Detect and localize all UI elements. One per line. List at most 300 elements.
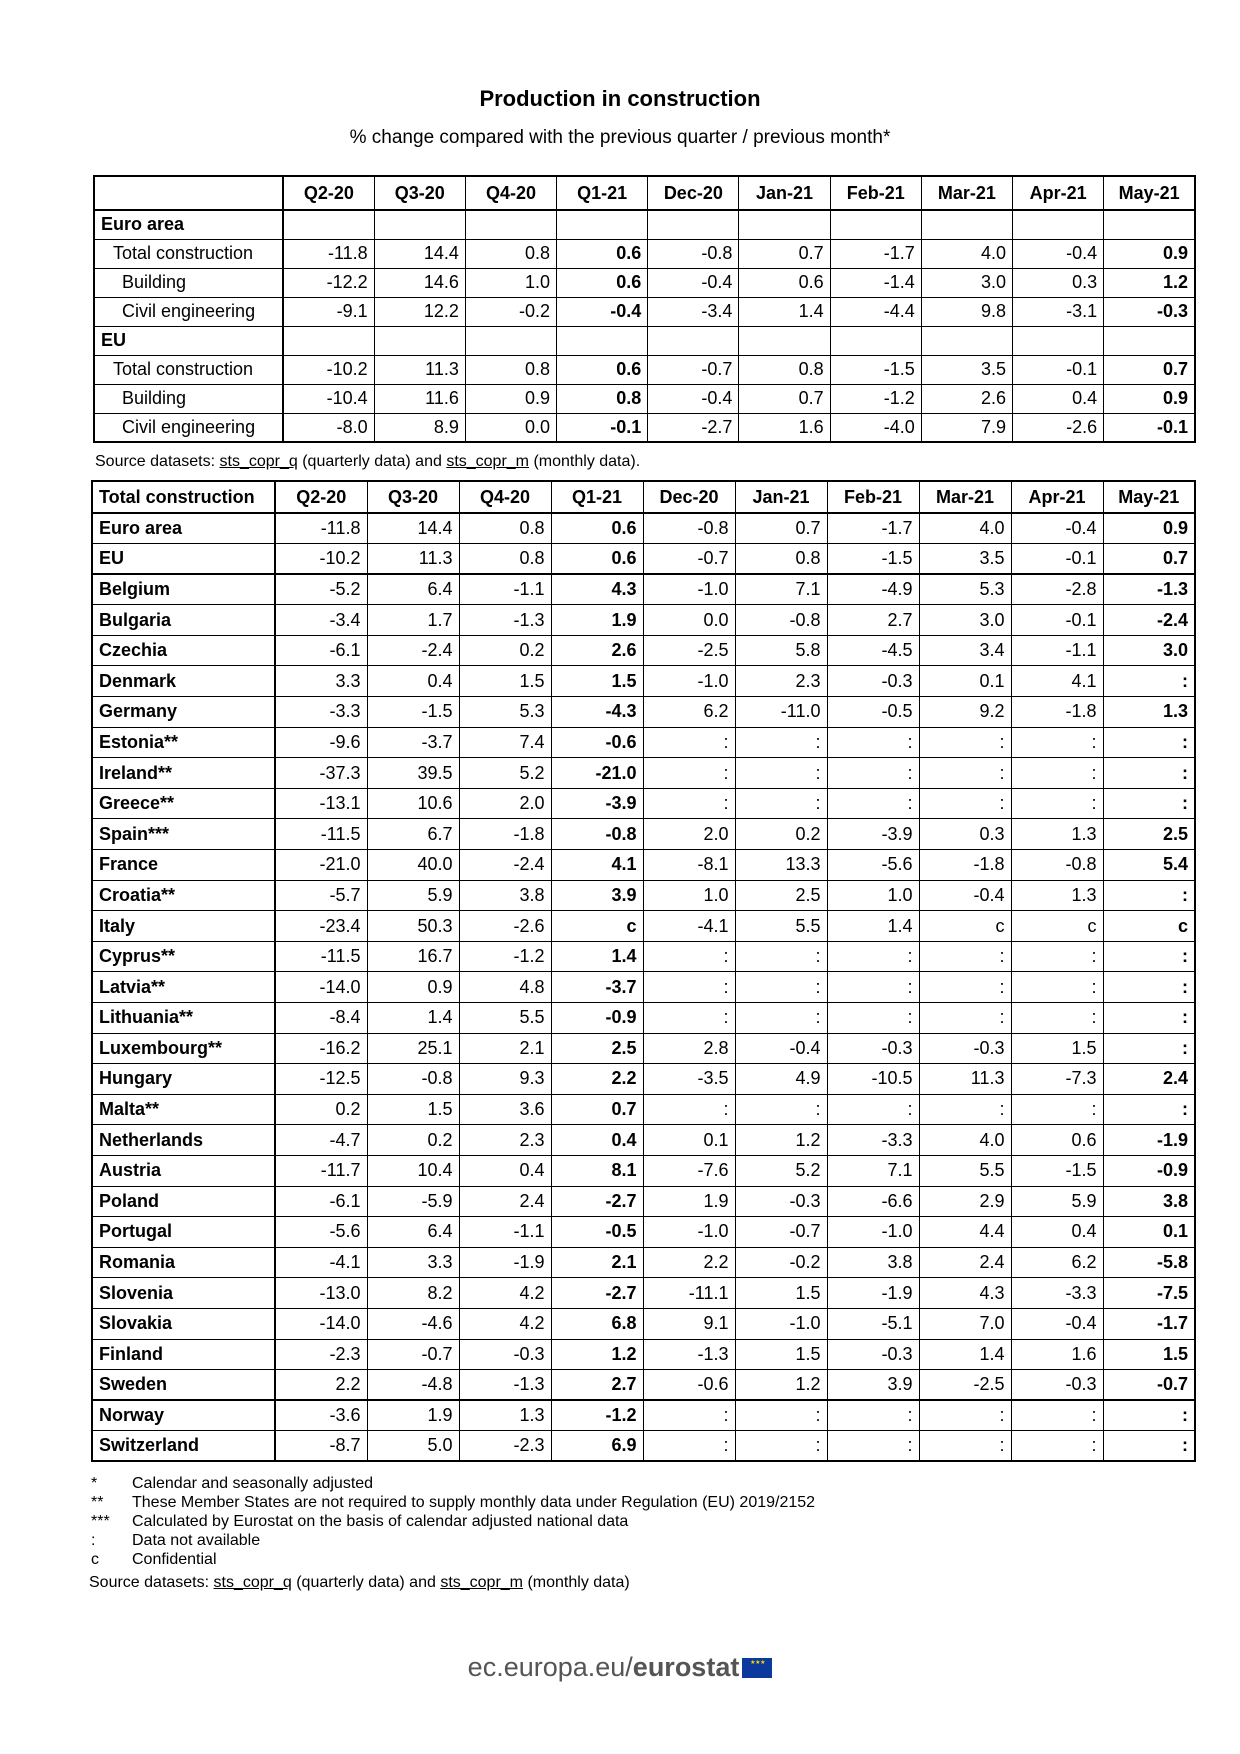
- value-cell: -5.9: [367, 1186, 459, 1217]
- value-cell: :: [1103, 666, 1195, 697]
- table-row: [92, 1094, 1195, 1125]
- value-cell: [557, 326, 648, 355]
- value-cell: [830, 326, 921, 355]
- value-cell: :: [919, 758, 1011, 789]
- value-cell: -3.7: [367, 727, 459, 758]
- country-label: Greece**: [92, 788, 275, 819]
- table-row: [92, 1247, 1195, 1278]
- value-cell: 3.4: [919, 635, 1011, 666]
- value-cell: -1.7: [1103, 1308, 1195, 1339]
- value-cell: 3.0: [1103, 635, 1195, 666]
- source-link-quarterly[interactable]: sts_copr_q: [213, 1574, 292, 1591]
- value-cell: :: [643, 1003, 735, 1034]
- source-suffix: (monthly data): [523, 1574, 630, 1591]
- source-prefix: Source datasets:: [95, 453, 220, 470]
- country-label: Estonia**: [92, 727, 275, 758]
- value-cell: -3.3: [1011, 1278, 1103, 1309]
- value-cell: 2.1: [551, 1247, 643, 1278]
- column-header: Q2-20: [275, 481, 367, 513]
- value-cell: 4.8: [459, 972, 551, 1003]
- value-cell: -1.5: [367, 697, 459, 728]
- value-cell: 2.6: [551, 635, 643, 666]
- value-cell: 1.5: [1103, 1339, 1195, 1370]
- column-header: Apr-21: [1013, 176, 1104, 210]
- column-header: Q2-20: [283, 176, 374, 210]
- value-cell: -11.7: [275, 1155, 367, 1186]
- column-header: Mar-21: [919, 481, 1011, 513]
- table-row: [92, 1155, 1195, 1186]
- country-label: Sweden: [92, 1370, 275, 1401]
- value-cell: :: [1103, 1431, 1195, 1462]
- table-row: [92, 513, 1195, 544]
- value-cell: 3.8: [1103, 1186, 1195, 1217]
- value-cell: -0.1: [1013, 355, 1104, 384]
- source-link-monthly[interactable]: sts_copr_m: [446, 453, 530, 470]
- source-prefix: Source datasets:: [89, 1574, 214, 1591]
- value-cell: 50.3: [367, 911, 459, 942]
- row-label: Total construction: [94, 239, 283, 268]
- footnote-symbol: ***: [91, 1513, 110, 1530]
- country-label: Finland: [92, 1339, 275, 1370]
- eurostat-logo[interactable]: [0, 1652, 1240, 1683]
- value-cell: 0.6: [557, 239, 648, 268]
- value-cell: -21.0: [275, 850, 367, 881]
- value-cell: 1.2: [551, 1339, 643, 1370]
- column-header: Q3-20: [367, 481, 459, 513]
- value-cell: -5.6: [827, 850, 919, 881]
- table-row: [92, 1186, 1195, 1217]
- value-cell: 2.5: [735, 880, 827, 911]
- value-cell: :: [919, 1003, 1011, 1034]
- value-cell: -3.7: [551, 972, 643, 1003]
- value-cell: 0.2: [275, 1094, 367, 1125]
- value-cell: 1.5: [367, 1094, 459, 1125]
- footnote-text: Data not available: [132, 1532, 261, 1549]
- value-cell: :: [827, 1094, 919, 1125]
- value-cell: 1.5: [735, 1339, 827, 1370]
- country-label: Spain***: [92, 819, 275, 850]
- value-cell: [648, 326, 739, 355]
- value-cell: -1.2: [459, 941, 551, 972]
- value-cell: -4.5: [827, 635, 919, 666]
- country-label: Romania: [92, 1247, 275, 1278]
- value-cell: 11.3: [919, 1064, 1011, 1095]
- value-cell: 3.0: [919, 605, 1011, 636]
- table-row: [94, 268, 1195, 297]
- value-cell: :: [1103, 758, 1195, 789]
- value-cell: 7.4: [459, 727, 551, 758]
- logo-domain: ec.europa.eu/: [467, 1652, 633, 1682]
- country-label: Czechia: [92, 635, 275, 666]
- table-row: [94, 413, 1195, 442]
- page-subtitle: % change compared with the previous quarter / previous month*: [349, 127, 891, 148]
- value-cell: :: [1011, 1003, 1103, 1034]
- value-cell: -9.6: [275, 727, 367, 758]
- aggregates-table: [93, 175, 1196, 443]
- value-cell: 6.8: [551, 1308, 643, 1339]
- value-cell: :: [735, 1003, 827, 1034]
- value-cell: 8.1: [551, 1155, 643, 1186]
- column-header: Jan-21: [735, 481, 827, 513]
- value-cell: -0.3: [735, 1186, 827, 1217]
- country-label: Denmark: [92, 666, 275, 697]
- value-cell: [557, 210, 648, 239]
- source-link-monthly[interactable]: sts_copr_m: [440, 1574, 524, 1591]
- value-cell: [830, 210, 921, 239]
- value-cell: 2.8: [643, 1033, 735, 1064]
- value-cell: 2.4: [919, 1247, 1011, 1278]
- value-cell: 5.5: [735, 911, 827, 942]
- value-cell: :: [735, 1400, 827, 1431]
- page-title: Production in construction: [479, 86, 761, 111]
- value-cell: -2.6: [459, 911, 551, 942]
- value-cell: [1013, 326, 1104, 355]
- value-cell: :: [827, 1431, 919, 1462]
- value-cell: :: [735, 941, 827, 972]
- value-cell: -7.5: [1103, 1278, 1195, 1309]
- column-header: Q1-21: [557, 176, 648, 210]
- column-header: Q4-20: [465, 176, 556, 210]
- value-cell: :: [919, 1431, 1011, 1462]
- value-cell: :: [643, 1400, 735, 1431]
- value-cell: -2.7: [551, 1186, 643, 1217]
- country-label: Lithuania**: [92, 1003, 275, 1034]
- value-cell: 4.1: [1011, 666, 1103, 697]
- value-cell: -1.1: [459, 574, 551, 605]
- value-cell: :: [1011, 1094, 1103, 1125]
- value-cell: -3.1: [1013, 297, 1104, 326]
- table-row: [92, 1370, 1195, 1401]
- value-cell: :: [735, 727, 827, 758]
- value-cell: -12.5: [275, 1064, 367, 1095]
- row-label: Building: [94, 384, 283, 413]
- country-label: Italy: [92, 911, 275, 942]
- value-cell: 12.2: [374, 297, 465, 326]
- value-cell: 2.4: [459, 1186, 551, 1217]
- value-cell: -0.6: [643, 1370, 735, 1401]
- column-header: Dec-20: [643, 481, 735, 513]
- value-cell: 3.8: [459, 880, 551, 911]
- value-cell: -0.3: [1011, 1370, 1103, 1401]
- value-cell: 3.3: [367, 1247, 459, 1278]
- value-cell: -1.2: [830, 384, 921, 413]
- value-cell: -14.0: [275, 972, 367, 1003]
- value-cell: -0.1: [1104, 413, 1195, 442]
- value-cell: 1.4: [367, 1003, 459, 1034]
- value-cell: -21.0: [551, 758, 643, 789]
- value-cell: -4.8: [367, 1370, 459, 1401]
- value-cell: 39.5: [367, 758, 459, 789]
- value-cell: :: [919, 1400, 1011, 1431]
- value-cell: 6.4: [367, 1217, 459, 1248]
- value-cell: 5.5: [919, 1155, 1011, 1186]
- column-header: May-21: [1103, 481, 1195, 513]
- row-label: Euro area: [94, 210, 283, 239]
- value-cell: -11.8: [283, 239, 374, 268]
- value-cell: 1.4: [739, 297, 830, 326]
- row-label: Building: [94, 268, 283, 297]
- value-cell: :: [1011, 788, 1103, 819]
- value-cell: -0.7: [1103, 1370, 1195, 1401]
- value-cell: 7.0: [919, 1308, 1011, 1339]
- value-cell: :: [643, 972, 735, 1003]
- value-cell: 6.4: [367, 574, 459, 605]
- country-label: Switzerland: [92, 1431, 275, 1462]
- value-cell: -0.7: [735, 1217, 827, 1248]
- value-cell: -4.0: [830, 413, 921, 442]
- value-cell: 6.2: [1011, 1247, 1103, 1278]
- footnote-text: These Member States are not required to supply monthly data under Regulation (EU) 2019/2152: [132, 1494, 816, 1511]
- value-cell: -0.3: [1104, 297, 1195, 326]
- value-cell: 5.4: [1103, 850, 1195, 881]
- value-cell: -8.0: [283, 413, 374, 442]
- value-cell: c: [1011, 911, 1103, 942]
- footnotes: [91, 1474, 815, 1569]
- value-cell: -2.4: [367, 635, 459, 666]
- value-cell: 3.3: [275, 666, 367, 697]
- value-cell: :: [919, 972, 1011, 1003]
- country-label: Germany: [92, 697, 275, 728]
- row-label: Civil engineering: [94, 413, 283, 442]
- value-cell: -1.3: [643, 1339, 735, 1370]
- value-cell: 4.9: [735, 1064, 827, 1095]
- footnote: [91, 1550, 815, 1569]
- value-cell: -13.0: [275, 1278, 367, 1309]
- table-row: [92, 911, 1195, 942]
- value-cell: -0.3: [459, 1339, 551, 1370]
- table-row: [92, 880, 1195, 911]
- value-cell: :: [1011, 941, 1103, 972]
- country-label: Ireland**: [92, 758, 275, 789]
- value-cell: -0.9: [551, 1003, 643, 1034]
- column-header: Mar-21: [921, 176, 1012, 210]
- value-cell: 3.8: [827, 1247, 919, 1278]
- value-cell: 2.4: [1103, 1064, 1195, 1095]
- value-cell: :: [827, 758, 919, 789]
- source-link-quarterly[interactable]: sts_copr_q: [219, 453, 298, 470]
- value-cell: 5.3: [919, 574, 1011, 605]
- value-cell: -0.7: [367, 1339, 459, 1370]
- value-cell: 1.2: [735, 1370, 827, 1401]
- value-cell: -1.8: [459, 819, 551, 850]
- footnote-symbol: c: [91, 1551, 99, 1568]
- value-cell: -1.5: [830, 355, 921, 384]
- value-cell: 4.0: [919, 1125, 1011, 1156]
- table-row: [92, 574, 1195, 605]
- table-row: [94, 384, 1195, 413]
- table-row: [92, 1003, 1195, 1034]
- value-cell: 0.8: [735, 544, 827, 575]
- eu-flag-icon: [742, 1658, 772, 1678]
- table-row: [92, 1339, 1195, 1370]
- value-cell: 0.7: [735, 513, 827, 544]
- table-row: [92, 635, 1195, 666]
- value-cell: 2.1: [459, 1033, 551, 1064]
- value-cell: 2.7: [827, 605, 919, 636]
- value-cell: -11.8: [275, 513, 367, 544]
- value-cell: -3.3: [275, 697, 367, 728]
- value-cell: [921, 210, 1012, 239]
- value-cell: 0.6: [1011, 1125, 1103, 1156]
- value-cell: :: [827, 1400, 919, 1431]
- value-cell: -7.3: [1011, 1064, 1103, 1095]
- table-row: [92, 727, 1195, 758]
- value-cell: -0.4: [557, 297, 648, 326]
- value-cell: [465, 210, 556, 239]
- table-row: [94, 239, 1195, 268]
- value-cell: 11.3: [374, 355, 465, 384]
- value-cell: 5.2: [735, 1155, 827, 1186]
- value-cell: 2.5: [1103, 819, 1195, 850]
- value-cell: -1.3: [459, 605, 551, 636]
- row-label: EU: [94, 326, 283, 355]
- value-cell: 2.2: [643, 1247, 735, 1278]
- value-cell: 1.0: [465, 268, 556, 297]
- value-cell: -13.1: [275, 788, 367, 819]
- value-cell: -0.3: [827, 1339, 919, 1370]
- value-cell: 1.5: [551, 666, 643, 697]
- value-cell: 14.4: [374, 239, 465, 268]
- value-cell: 0.7: [1103, 544, 1195, 575]
- footnote-symbol: :: [91, 1532, 96, 1549]
- country-label: Bulgaria: [92, 605, 275, 636]
- value-cell: 2.2: [275, 1370, 367, 1401]
- footnote: [91, 1474, 815, 1493]
- value-cell: 0.9: [465, 384, 556, 413]
- value-cell: 0.6: [557, 355, 648, 384]
- value-cell: 0.6: [551, 513, 643, 544]
- value-cell: -0.8: [648, 239, 739, 268]
- value-cell: 25.1: [367, 1033, 459, 1064]
- value-cell: 3.5: [919, 544, 1011, 575]
- value-cell: -4.4: [830, 297, 921, 326]
- table-row: [92, 1400, 1195, 1431]
- value-cell: 0.4: [1013, 384, 1104, 413]
- value-cell: 1.2: [1104, 268, 1195, 297]
- value-cell: 0.6: [557, 268, 648, 297]
- value-cell: -5.2: [275, 574, 367, 605]
- value-cell: 0.6: [551, 544, 643, 575]
- value-cell: -0.9: [1103, 1155, 1195, 1186]
- value-cell: -3.9: [551, 788, 643, 819]
- group-row: [94, 210, 1195, 239]
- value-cell: 6.7: [367, 819, 459, 850]
- value-cell: 4.2: [459, 1308, 551, 1339]
- country-label: Euro area: [92, 513, 275, 544]
- table-row: [92, 1033, 1195, 1064]
- countries-table-header: [92, 481, 1195, 513]
- value-cell: 0.1: [643, 1125, 735, 1156]
- value-cell: :: [643, 788, 735, 819]
- value-cell: 1.6: [1011, 1339, 1103, 1370]
- value-cell: -2.4: [1103, 605, 1195, 636]
- source-note-2: [89, 1574, 630, 1592]
- value-cell: 0.9: [367, 972, 459, 1003]
- value-cell: -11.1: [643, 1278, 735, 1309]
- value-cell: -9.1: [283, 297, 374, 326]
- value-cell: -0.4: [648, 268, 739, 297]
- value-cell: -3.9: [827, 819, 919, 850]
- value-cell: 2.2: [551, 1064, 643, 1095]
- value-cell: :: [735, 1431, 827, 1462]
- value-cell: -1.8: [1011, 697, 1103, 728]
- value-cell: 0.4: [459, 1155, 551, 1186]
- value-cell: -5.7: [275, 880, 367, 911]
- country-label: France: [92, 850, 275, 881]
- value-cell: 0.0: [643, 605, 735, 636]
- value-cell: 5.5: [459, 1003, 551, 1034]
- value-cell: 4.3: [919, 1278, 1011, 1309]
- value-cell: -4.6: [367, 1308, 459, 1339]
- value-cell: -1.5: [1011, 1155, 1103, 1186]
- value-cell: 5.0: [367, 1431, 459, 1462]
- table-row: [92, 1308, 1195, 1339]
- value-cell: 1.3: [1011, 819, 1103, 850]
- value-cell: -2.3: [459, 1431, 551, 1462]
- value-cell: -0.4: [1013, 239, 1104, 268]
- value-cell: -0.4: [919, 880, 1011, 911]
- value-cell: 14.4: [367, 513, 459, 544]
- value-cell: -0.4: [735, 1033, 827, 1064]
- country-label: Slovakia: [92, 1308, 275, 1339]
- table-row: [92, 1278, 1195, 1309]
- value-cell: -1.0: [735, 1308, 827, 1339]
- value-cell: -0.5: [551, 1217, 643, 1248]
- value-cell: 0.0: [465, 413, 556, 442]
- value-cell: 7.1: [735, 574, 827, 605]
- value-cell: 2.0: [643, 819, 735, 850]
- value-cell: [1013, 210, 1104, 239]
- value-cell: 0.1: [919, 666, 1011, 697]
- value-cell: :: [1103, 941, 1195, 972]
- value-cell: -2.8: [1011, 574, 1103, 605]
- value-cell: 0.8: [459, 544, 551, 575]
- value-cell: -4.9: [827, 574, 919, 605]
- value-cell: 7.1: [827, 1155, 919, 1186]
- value-cell: -1.2: [551, 1400, 643, 1431]
- column-header: May-21: [1104, 176, 1195, 210]
- footnote: [91, 1531, 815, 1550]
- table-row: [92, 850, 1195, 881]
- table-row: [92, 819, 1195, 850]
- footnote: [91, 1493, 815, 1512]
- aggregates-table-header: [94, 176, 1195, 210]
- value-cell: 0.2: [367, 1125, 459, 1156]
- source-mid: (quarterly data) and: [291, 1574, 441, 1591]
- value-cell: -0.7: [643, 544, 735, 575]
- value-cell: -2.7: [648, 413, 739, 442]
- value-cell: -16.2: [275, 1033, 367, 1064]
- value-cell: 1.0: [643, 880, 735, 911]
- country-label: Luxembourg**: [92, 1033, 275, 1064]
- value-cell: -0.8: [551, 819, 643, 850]
- value-cell: -4.3: [551, 697, 643, 728]
- footnote-symbol: **: [91, 1494, 104, 1511]
- value-cell: 3.9: [551, 880, 643, 911]
- value-cell: :: [1103, 727, 1195, 758]
- table-row: [92, 758, 1195, 789]
- table-row: [92, 972, 1195, 1003]
- value-cell: -4.7: [275, 1125, 367, 1156]
- value-cell: 0.7: [739, 384, 830, 413]
- table-row: [92, 697, 1195, 728]
- value-cell: 0.8: [739, 355, 830, 384]
- value-cell: [739, 326, 830, 355]
- value-cell: 1.7: [367, 605, 459, 636]
- value-cell: -1.0: [643, 1217, 735, 1248]
- value-cell: -1.9: [459, 1247, 551, 1278]
- value-cell: -1.0: [643, 574, 735, 605]
